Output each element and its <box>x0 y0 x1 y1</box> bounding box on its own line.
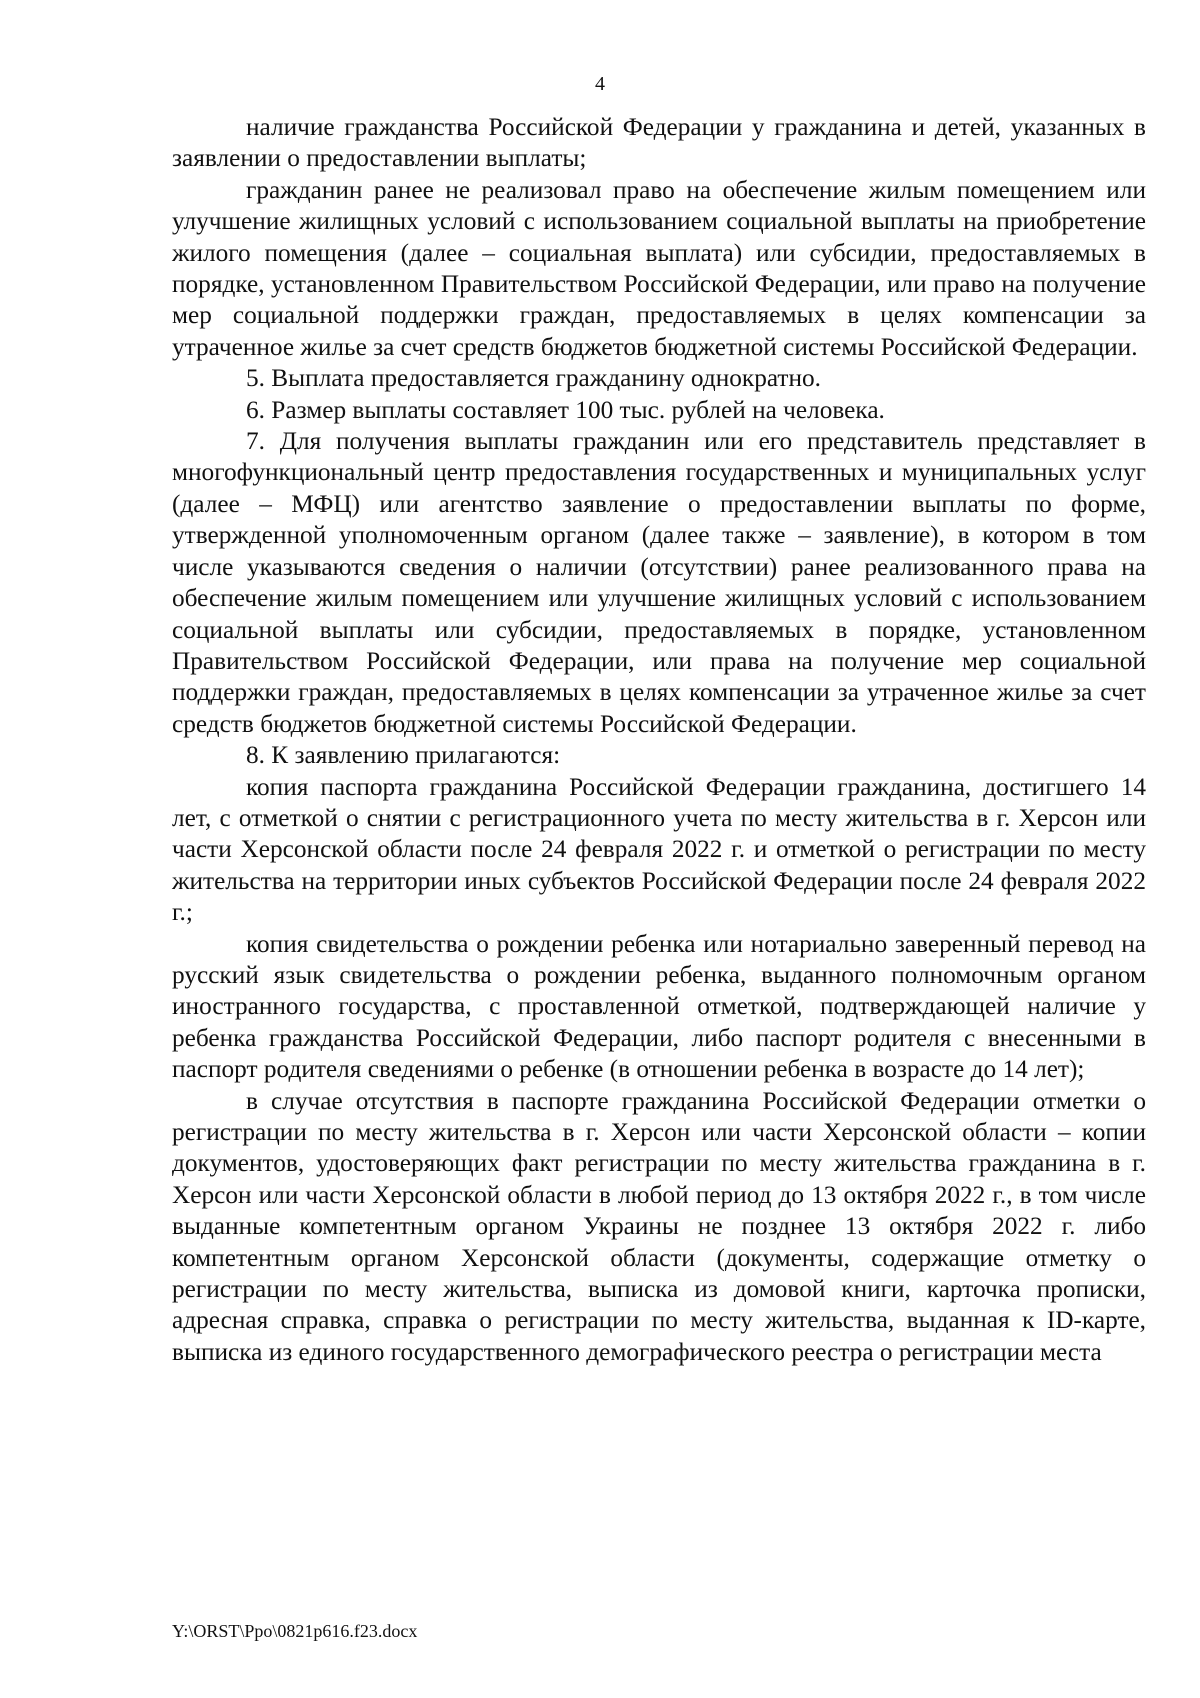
paragraph-item-5: 5. Выплата предоставляется гражданину однократно. <box>246 364 821 393</box>
paragraph-registration-documents: в случае отсутствия в паспорте гражданина Российской Федерации отметки о регистрации по месту жительства в г. Херсон или части Херсонской области – копии документов, удостоверяющих факт регистрации по месту жительства гражданина в г. Херсон или части Херсонской области в любой период до 13 октября 2022 г., в том числе выданные компетентным органом Украины не позднее 13 октября 2022 г. либо компетентным органом Херсонской области (документы, содержащие отметку о регистрации по месту жительства, выписка из домовой книги, карточка прописки, адресная справка, справка о регистрации по месту жительства, выданная к ID-карте, выписка из единого государственного демографического реестра о регистрации места <box>172 1086 1146 1366</box>
footer-file-path: Y:\ORST\Ppo\0821p616.f23.docx <box>172 1621 418 1641</box>
document-body <box>172 112 1146 1368</box>
paragraph-item-7: 7. Для получения выплаты гражданин или его представитель представляет в многофункциональный центр предоставления государственных и муниципальных услуг (далее – МФЦ) или агентство заявление о предоставлении выплаты по форме, утвержденной уполномоченным органом (далее также – заявление), в котором в том числе указываются сведения о наличии (отсутствии) ранее реализованного права на обеспечение жилым помещением или улучшение жилищных условий с использованием социальной выплаты или субсидии, предоставляемых в порядке, установленном Правительством Российской Федерации, или права на получение мер социальной поддержки граждан, предоставляемых в целях компенсации за утраченное жилье за счет средств бюджетов бюджетной системы Российской Федерации. <box>172 427 1146 738</box>
paragraph-prior-right: гражданин ранее не реализовал право на обеспечение жилым помещением или улучшение жилищных условий с использованием социальной выплаты на приобретение жилого помещения (далее – социальная выплата) или субсидии, предоставляемых в порядке, установленном Правительством Российской Федерации, или право на получение мер социальной поддержки граждан, предоставляемых в целях компенсации за утраченное жилье за счет средств бюджетов бюджетной системы Российской Федерации. <box>172 175 1146 361</box>
paragraph-birth-certificate: копия свидетельства о рождении ребенка или нотариально заверенный перевод на русский язык свидетельства о рождении ребенка, выданного полномочным органом иностранного государства, с проставленной отметкой, подтверждающей наличие у ребенка гражданства Российской Федерации, либо паспорт родителя с внесенными в паспорт родителя сведениями о ребенке (в отношении ребенка в возрасте до 14 лет); <box>172 929 1146 1084</box>
paragraph-citizenship: наличие гражданства Российской Федерации у гражданина и детей, указанных в заявлении о предоставлении выплаты; <box>172 113 1146 173</box>
page-number: 4 <box>595 73 605 95</box>
paragraph-item-8: 8. К заявлению прилагаются: <box>246 741 561 770</box>
paragraph-item-6: 6. Размер выплаты составляет 100 тыс. рублей на человека. <box>246 395 885 424</box>
paragraph-passport-copy: копия паспорта гражданина Российской Федерации гражданина, достигшего 14 лет, с отметкой о снятии с регистрационного учета по месту жительства в г. Херсон или части Херсонской области после 24 февраля 2022 г. и отметкой о регистрации по месту жительства на территории иных субъектов Российской Федерации после 24 февраля 2022 г.; <box>172 772 1146 927</box>
